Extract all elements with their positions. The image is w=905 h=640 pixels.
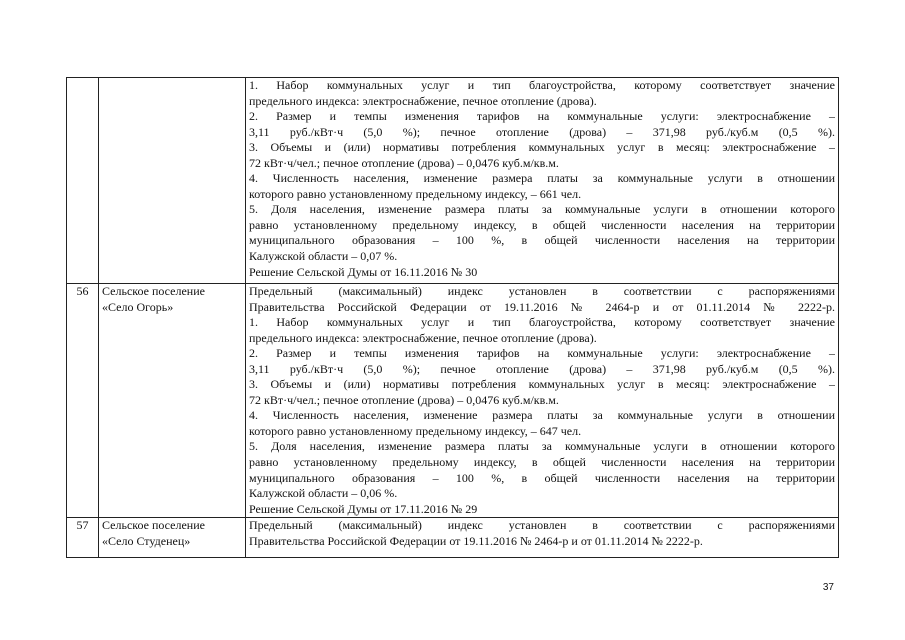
text-line: Предельный (максимальный) индекс установлен в соответствии с распоряжениями — [249, 518, 835, 533]
settlement-name-line: Сельское поселение — [102, 284, 205, 298]
settlement-cell — [99, 78, 246, 284]
settlement-cell — [99, 284, 246, 518]
text-line: 4. Численность населения, изменение размера платы за коммунальные услуги в отношении — [249, 408, 835, 423]
table-row — [67, 284, 839, 518]
row-number-cell — [67, 518, 99, 558]
text-line: 5. Доля населения, изменение размера платы за коммунальные услуги в отношении которого — [249, 202, 835, 217]
text-line: Решение Сельской Думы от 17.11.2016 № 29 — [249, 501, 478, 516]
text-line: которого равно установленному предельному индексу, – 647 чел. — [249, 423, 582, 438]
settlement-name-line: «Село Студенец» — [102, 533, 191, 548]
page-number: 37 — [822, 582, 834, 593]
text-line: 5. Доля населения, изменение размера платы за коммунальные услуги в отношении которого — [249, 439, 835, 454]
text-line: Решение Сельской Думы от 16.11.2016 № 30 — [249, 264, 478, 279]
text-line: предельного индекса: электроснабжение, печное отопление (дрова). — [249, 330, 597, 345]
settlement-cell — [99, 518, 246, 558]
text-line: Калужской области – 0,06 %. — [249, 486, 398, 501]
text-line: 3,11 руб./кВт·ч (5,0 %); печное отопление (дрова) – 371,98 руб./куб.м (0,5 %). — [249, 361, 835, 376]
row-number: 56 — [76, 284, 89, 298]
text-line: 2. Размер и темпы изменения тарифов на коммунальные услуги: электроснабжение – — [249, 109, 835, 124]
text-line: муниципального образования – 100 %, в общей численности населения на территории — [249, 233, 835, 248]
index-description-cell — [246, 518, 839, 558]
text-line: 72 кВт·ч/чел.; печное отопление (дрова) – 0,0476 куб.м/кв.м. — [249, 392, 559, 407]
text-line: предельного индекса: электроснабжение, печное отопление (дрова). — [249, 93, 597, 108]
text-line: 3. Объемы и (или) нормативы потребления коммунальных услуг в месяц: электроснабжение – — [249, 377, 835, 392]
text-line: равно установленному предельному индексу, в общей численности населения на территории — [249, 455, 835, 470]
text-line: 4. Численность населения, изменение размера платы за коммунальные услуги в отношении — [249, 171, 835, 186]
index-description-cell — [246, 284, 839, 518]
text-line: Правительства Российской Федерации от 19.11.2016 № 2464-р и от 01.11.2014 № 2222-р. — [249, 299, 835, 314]
table-body — [67, 78, 839, 558]
settlement-name-line: «Село Огорь» — [102, 299, 174, 314]
table-row — [67, 518, 839, 558]
table-row — [67, 78, 839, 284]
row-number: 57 — [76, 518, 89, 533]
text-line: 3,11 руб./кВт·ч (5,0 %); печное отопление (дрова) – 371,98 руб./куб.м (0,5 %). — [249, 124, 835, 139]
text-line: равно установленному предельному индексу, в общей численности населения на территории — [249, 217, 835, 232]
index-description-cell — [246, 78, 839, 284]
text-line: 72 кВт·ч/чел.; печное отопление (дрова) – 0,0476 куб.м/кв.м. — [249, 155, 559, 170]
text-line: которого равно установленному предельному индексу, – 661 чел. — [249, 186, 582, 201]
text-line: 2. Размер и темпы изменения тарифов на коммунальные услуги: электроснабжение – — [249, 346, 835, 361]
text-line: 1. Набор коммунальных услуг и тип благоустройства, которому соответствует значение — [249, 315, 835, 330]
text-line: 1. Набор коммунальных услуг и тип благоустройства, которому соответствует значение — [249, 78, 835, 92]
text-line: Калужской области – 0,07 %. — [249, 249, 398, 264]
row-number-cell — [67, 284, 99, 518]
text-line: Предельный (максимальный) индекс установлен в соответствии с распоряжениями — [249, 284, 835, 298]
text-line: Правительства Российской Федерации от 19.11.2016 № 2464-р и от 01.11.2014 № 2222-р. — [249, 533, 703, 548]
row-number-cell — [67, 78, 99, 284]
text-line: муниципального образования – 100 %, в общей численности населения на территории — [249, 470, 835, 485]
text-line: 3. Объемы и (или) нормативы потребления коммунальных услуг в месяц: электроснабжение – — [249, 140, 835, 155]
settlement-name-line: Сельское поселение — [102, 518, 205, 533]
tariff-index-table — [66, 77, 839, 558]
